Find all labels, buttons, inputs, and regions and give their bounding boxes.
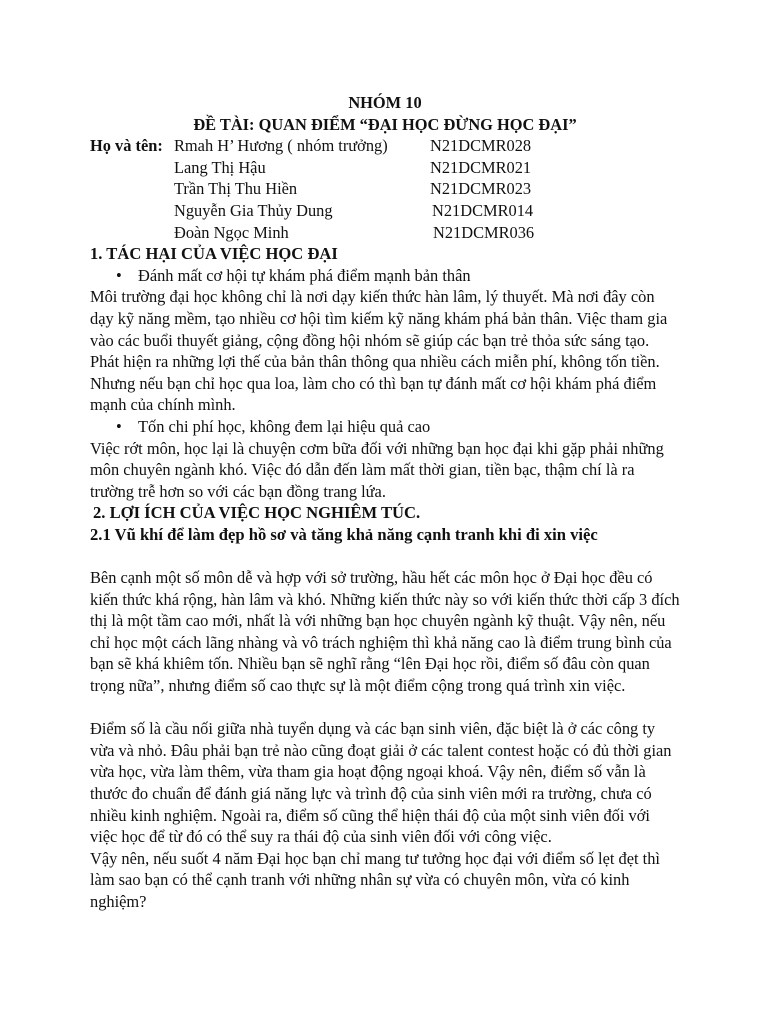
member-row [90, 178, 680, 200]
member-id: N21DCMR014 [432, 200, 534, 220]
member-name: Trần Thị Thu Hiền [174, 179, 298, 199]
section-2-heading: 2. LỢI ÍCH CỦA VIỆC HỌC NGHIÊM TÚC. [93, 503, 421, 523]
member-name: Lang Thị Hậu [174, 157, 266, 177]
member-name: Nguyễn Gia Thủy Dung [174, 200, 333, 220]
blank-line [90, 546, 680, 568]
section-1-bullet-2: • Tốn chi phí học, không đem lại hiệu quả cao [90, 416, 680, 438]
section-1-bullet-1: • Đánh mất cơ hội tự khám phá điểm mạnh bản thân [90, 265, 680, 287]
member-id: N21DCMR028 [430, 136, 532, 156]
section-1-paragraph-2: Việc rớt môn, học lại là chuyện cơm bữa đối với những bạn học đại khi gặp phải những môn chuyên ngành khó. Việc đó dẫn đến làm mất thời gian, tiền bạc, thậm chí là ra trường trễ hơn so với các bạn đồng trang lứa. [90, 438, 664, 501]
section-2-paragraph-2: Điểm số là cầu nối giữa nhà tuyển dụng và các bạn sinh viên, đặc biệt là ở các công ty vừa và nhỏ. Đâu phải bạn trẻ nào cũng đoạt giải ở các talent contest hoặc có đủ thời gian vừa học, vừa làm thêm, vừa tham gia hoạt động ngoại khoá. Vậy nên, điểm số vẫn là thước đo chuẩn để đánh giá năng lực và trình độ của sinh viên mới ra trường, chưa có nhiều kinh nghiệm. Ngoài ra, điểm số cũng thể hiện thái độ của một sinh viên đối với việc học để từ đó có thể suy ra thái độ của sinh viên đối với công việc. [90, 719, 672, 847]
document-body [90, 92, 680, 913]
section-2-paragraph-1: Bên cạnh một số môn dễ và hợp với sở trường, hầu hết các môn học ở Đại học đều có kiến thức khá rộng, hàn lâm và khó. Những kiến thức này so với kiến thức thời cấp 3 đích thị là một tầm cao mới, nhất là với những bạn học chuyên ngành kỹ thuật. Vậy nên, nếu chỉ học một cách lãng nhàng và vô trách nghiệm thì khả năng cao là điểm trung bình của bạn sẽ khá khiêm tốn. Nhiều bạn sẽ nghĩ rằng “lên Đại học rồi, điểm số đâu còn quan trọng nữa”, nhưng điểm số cao thực sự là một điểm cộng trong quá trình xin việc. [90, 568, 680, 696]
member-row [90, 135, 680, 157]
member-row [90, 157, 680, 179]
member-name: Đoàn Ngọc Minh [174, 222, 289, 242]
member-id: N21DCMR023 [430, 179, 532, 199]
member-row [90, 200, 680, 222]
section-1-heading: 1. TÁC HẠI CỦA VIỆC HỌC ĐẠI [90, 244, 338, 264]
group-title: NHÓM 10 [348, 93, 422, 112]
member-row [90, 222, 680, 244]
topic-title: ĐỀ TÀI: QUAN ĐIỂM “ĐẠI HỌC ĐỪNG HỌC ĐẠI” [193, 114, 577, 134]
section-2-paragraph-3: Vậy nên, nếu suốt 4 năm Đại học bạn chỉ mang tư tưởng học đại với điểm số lẹt đẹt thì làm sao bạn có thể cạnh tranh với những nhân sự vừa có chuyên môn, vừa có kinh nghiệm? [90, 848, 660, 911]
blank-line [90, 697, 680, 719]
section-1-paragraph-1: Môi trường đại học không chỉ là nơi dạy kiến thức hàn lâm, lý thuyết. Mà nơi đây còn dạy kỹ năng mềm, tạo nhiều cơ hội tìm kiếm kỹ năng khám phá bản thân. Việc tham gia vào các buổi thuyết giảng, cộng đồng hội nhóm sẽ giúp các bạn trẻ thỏa sức sáng tạo. Phát hiện ra những lợi thế của bản thân thông qua nhiều cách miễn phí, không tốn tiền. Nhưng nếu bạn chỉ học qua loa, làm cho có thì bạn tự đánh mất cơ hội khám phá điểm mạnh của chính mình. [90, 287, 668, 415]
member-list [90, 135, 680, 243]
member-id: N21DCMR036 [433, 222, 535, 242]
member-label: Họ và tên: [90, 136, 163, 156]
section-2-1-heading: 2.1 Vũ khí để làm đẹp hồ sơ và tăng khả năng cạnh tranh khi đi xin việc [90, 524, 598, 544]
member-name: Rmah H’ Hương ( nhóm trưởng) [174, 136, 388, 156]
member-id: N21DCMR021 [430, 157, 532, 177]
